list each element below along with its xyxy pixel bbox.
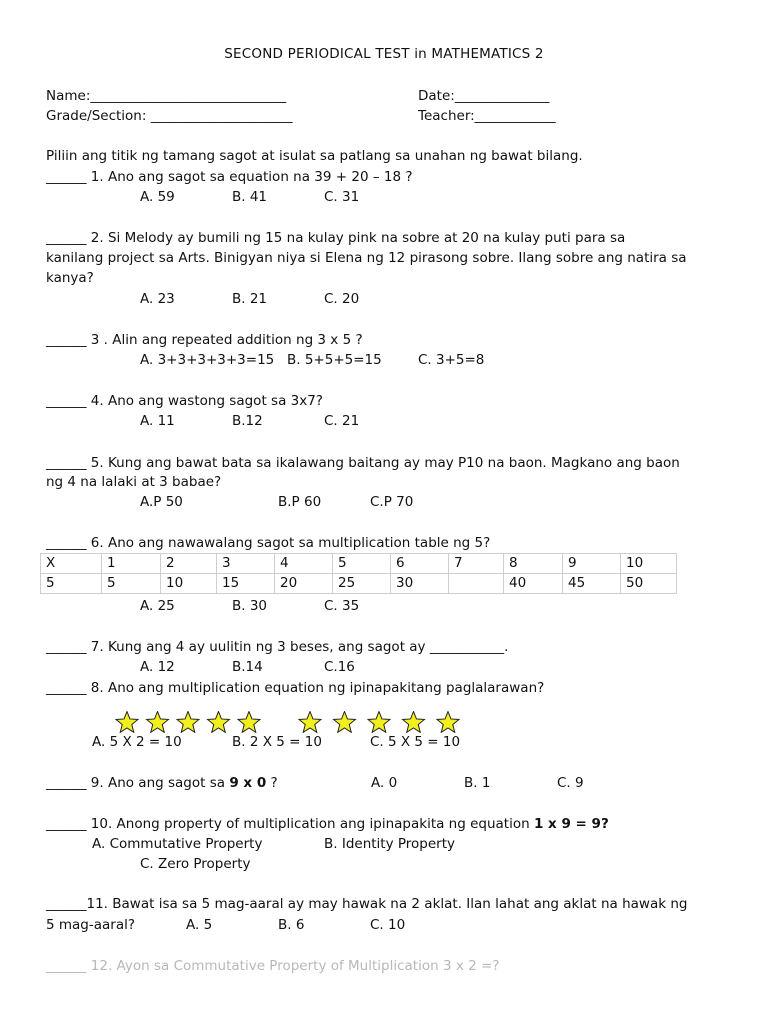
q9-prefix: ______ 9. Ano ang sagot sa bbox=[46, 775, 230, 791]
q7-choice-c: C.16 bbox=[324, 659, 355, 675]
star-icon bbox=[403, 712, 425, 733]
q2-choice-b: B. 21 bbox=[232, 291, 268, 307]
question-2-line2: kanilang project sa Arts. Binigyan niya si Elena ng 12 pirasong sobre. Ilang sobre ang natira sa bbox=[46, 250, 687, 266]
date-field: Date:______________ bbox=[418, 88, 550, 104]
question-4: ______ 4. Ano ang wastong sagot sa 3x7? bbox=[46, 393, 323, 409]
q10-choice-b: B. Identity Property bbox=[324, 836, 455, 852]
table-row bbox=[41, 554, 677, 574]
q3-choice-a: A. 3+3+3+3+3=15 bbox=[140, 352, 275, 368]
q8-choice-b: B. 2 X 5 = 10 bbox=[232, 734, 322, 750]
page-title: SECOND PERIODICAL TEST in MATHEMATICS 2 bbox=[224, 46, 544, 62]
q9-choice-a: A. 0 bbox=[371, 775, 398, 791]
q1-choice-b: B. 41 bbox=[232, 189, 268, 205]
table-cell: 5 bbox=[41, 574, 102, 594]
table-cell: 40 bbox=[504, 574, 563, 594]
q2-choice-c: C. 20 bbox=[324, 291, 360, 307]
table-cell: 7 bbox=[449, 554, 504, 574]
q4-choice-c: C. 21 bbox=[324, 413, 360, 429]
q10-choice-c: C. Zero Property bbox=[140, 856, 251, 872]
teacher-field: Teacher:____________ bbox=[418, 108, 556, 124]
star-icon bbox=[208, 712, 230, 733]
table-cell: 15 bbox=[217, 574, 275, 594]
q5-choice-a: A.P 50 bbox=[140, 494, 183, 510]
table-cell: 20 bbox=[275, 574, 333, 594]
q9-bold: 9 x 0 bbox=[229, 775, 267, 791]
table-cell: 8 bbox=[504, 554, 563, 574]
q1-choice-c: C. 31 bbox=[324, 189, 360, 205]
q11-choice-c: C. 10 bbox=[370, 917, 406, 933]
grade-section-field: Grade/Section: _____________________ bbox=[46, 108, 293, 124]
question-5-line2: ng 4 na lalaki at 3 babae? bbox=[46, 474, 222, 490]
question-12: ______ 12. Ayon sa Commutative Property of Multiplication 3 x 2 =? bbox=[46, 958, 500, 974]
table-cell-missing bbox=[449, 574, 504, 594]
star-icon bbox=[368, 712, 390, 733]
q3-choice-c: C. 3+5=8 bbox=[418, 352, 485, 368]
q5-choice-c: C.P 70 bbox=[370, 494, 414, 510]
star-group-1 bbox=[115, 711, 261, 733]
table-cell: 9 bbox=[563, 554, 621, 574]
table-cell: X bbox=[41, 554, 102, 574]
instructions: Piliin ang titik ng tamang sagot at isulat sa patlang sa unahan ng bawat bilang. bbox=[46, 148, 583, 164]
question-10 bbox=[46, 815, 609, 833]
q8-choice-a: A. 5 X 2 = 10 bbox=[92, 734, 182, 750]
q8-choice-c: C. 5 X 5 = 10 bbox=[370, 734, 461, 750]
q6-choice-b: B. 30 bbox=[232, 598, 268, 614]
q9-suffix: ? bbox=[266, 775, 278, 791]
table-row bbox=[41, 574, 677, 594]
star-icon bbox=[147, 712, 169, 733]
table-cell: 50 bbox=[621, 574, 677, 594]
q7-choice-b: B.14 bbox=[232, 659, 263, 675]
q9-choice-b: B. 1 bbox=[464, 775, 491, 791]
table-cell: 30 bbox=[391, 574, 449, 594]
table-cell: 6 bbox=[391, 554, 449, 574]
q11-choice-a: A. 5 bbox=[186, 917, 213, 933]
q7-choice-a: A. 12 bbox=[140, 659, 175, 675]
question-2-line3: kanya? bbox=[46, 270, 94, 286]
q4-choice-b: B.12 bbox=[232, 413, 263, 429]
multiplication-table bbox=[40, 553, 677, 594]
star-icons bbox=[115, 711, 261, 733]
question-3: ______ 3 . Alin ang repeated addition ng 3 x 5 ? bbox=[46, 332, 363, 348]
q6-choice-c: C. 35 bbox=[324, 598, 360, 614]
question-6: ______ 6. Ano ang nawawalang sagot sa multiplication table ng 5? bbox=[46, 535, 491, 551]
table-cell: 5 bbox=[102, 574, 161, 594]
question-9 bbox=[46, 774, 278, 792]
star-icon bbox=[238, 712, 260, 733]
question-8: ______ 8. Ano ang multiplication equation ng ipinapakitang paglalarawan? bbox=[46, 680, 545, 696]
table-cell: 10 bbox=[161, 574, 217, 594]
table-cell: 3 bbox=[217, 554, 275, 574]
star-icon bbox=[334, 712, 356, 733]
q4-choice-a: A. 11 bbox=[140, 413, 175, 429]
question-11-line2: 5 mag-aaral? bbox=[46, 917, 136, 933]
question-5-line1: ______ 5. Kung ang bawat bata sa ikalawang baitang ay may P10 na baon. Magkano ang baon bbox=[46, 455, 680, 471]
question-1: ______ 1. Ano ang sagot sa equation na 39 + 20 – 18 ? bbox=[46, 169, 413, 185]
star-icon bbox=[116, 712, 138, 733]
q3-choice-b: B. 5+5+5=15 bbox=[287, 352, 382, 368]
table-cell: 45 bbox=[563, 574, 621, 594]
q10-prefix: ______ 10. Anong property of multiplication ang ipinapakita ng equation bbox=[46, 816, 534, 832]
q11-choice-b: B. 6 bbox=[278, 917, 305, 933]
q6-choice-a: A. 25 bbox=[140, 598, 175, 614]
q1-choice-a: A. 59 bbox=[140, 189, 175, 205]
star-icon bbox=[299, 712, 321, 733]
question-2-line1: ______ 2. Si Melody ay bumili ng 15 na kulay pink na sobre at 20 na kulay puti para sa bbox=[46, 230, 626, 246]
q10-bold: 1 x 9 = 9? bbox=[533, 816, 609, 832]
star-group-2 bbox=[298, 711, 460, 733]
star-icons bbox=[298, 711, 460, 733]
table-cell: 5 bbox=[333, 554, 391, 574]
star-icon bbox=[437, 712, 459, 733]
q2-choice-a: A. 23 bbox=[140, 291, 175, 307]
star-icon bbox=[177, 712, 199, 733]
q9-choice-c: C. 9 bbox=[557, 775, 584, 791]
table-cell: 2 bbox=[161, 554, 217, 574]
table-cell: 25 bbox=[333, 574, 391, 594]
question-11-line1: ______11. Bawat isa sa 5 mag-aaral ay may hawak na 2 aklat. Ilan lahat ang aklat na hawak ng bbox=[46, 896, 688, 912]
q5-choice-b: B.P 60 bbox=[278, 494, 322, 510]
table-cell: 4 bbox=[275, 554, 333, 574]
q10-choice-a: A. Commutative Property bbox=[92, 836, 263, 852]
table-cell: 1 bbox=[102, 554, 161, 574]
name-field: Name:_____________________________ bbox=[46, 88, 287, 104]
table-cell: 10 bbox=[621, 554, 677, 574]
question-7: ______ 7. Kung ang 4 ay uulitin ng 3 beses, ang sagot ay ___________. bbox=[46, 639, 509, 655]
